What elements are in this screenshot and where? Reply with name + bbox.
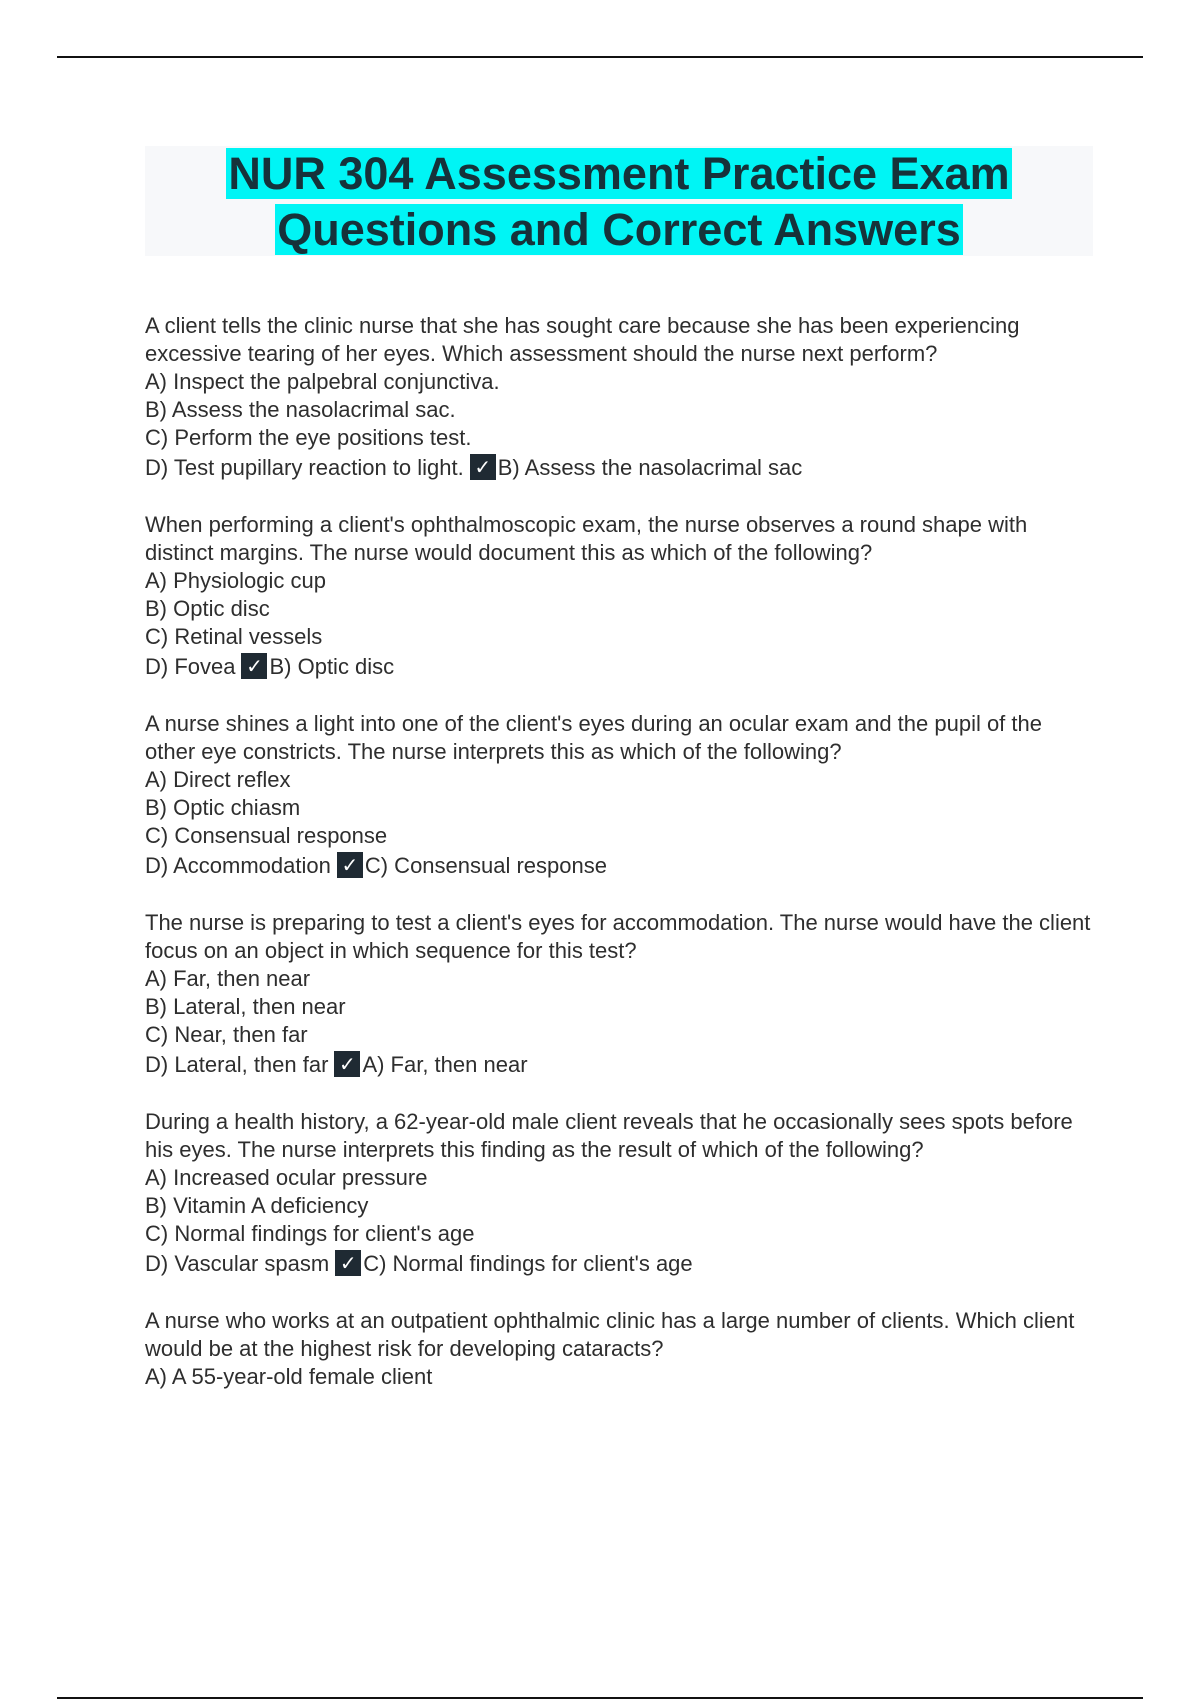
bottom-rule bbox=[57, 1697, 1143, 1699]
question-text: The nurse is preparing to test a client's eyes for accommodation. The nurse would have the client focus on an object in which sequence for this test? bbox=[145, 910, 1091, 963]
option-b: B) Lateral, then near bbox=[145, 994, 346, 1019]
question-list bbox=[145, 312, 1095, 1419]
option-d: D) Fovea bbox=[145, 654, 236, 679]
question-block bbox=[145, 710, 1095, 881]
correct-answer: C) Normal findings for client's age bbox=[363, 1251, 693, 1276]
correct-answer: B) Optic disc bbox=[269, 654, 395, 679]
option-a: A) Direct reflex bbox=[145, 767, 291, 792]
question-text: A nurse shines a light into one of the client's eyes during an ocular exam and the pupil of the other eye constricts. The nurse interprets this as which of the following? bbox=[145, 711, 1042, 764]
option-c: C) Consensual response bbox=[145, 823, 388, 848]
option-d: D) Vascular spasm bbox=[145, 1251, 330, 1276]
question-block bbox=[145, 1307, 1095, 1391]
question-block bbox=[145, 312, 1095, 483]
option-c: C) Perform the eye positions test. bbox=[145, 425, 472, 450]
title-line-1: NUR 304 Assessment Practice Exam bbox=[228, 148, 1010, 199]
correct-answer: A) Far, then near bbox=[362, 1052, 528, 1077]
correct-answer: B) Assess the nasolacrimal sac bbox=[497, 455, 803, 480]
checkmark-box-icon: ✓ bbox=[470, 454, 496, 480]
option-b: B) Optic disc bbox=[145, 596, 270, 621]
checkmark-box-icon: ✓ bbox=[337, 852, 363, 878]
question-block bbox=[145, 511, 1095, 682]
option-d: D) Lateral, then far bbox=[145, 1052, 329, 1077]
option-d-with-answer bbox=[145, 452, 1095, 483]
question-text: A nurse who works at an outpatient ophthalmic clinic has a large number of clients. Which client would be at the highest risk for developing cataracts? bbox=[145, 1308, 1075, 1361]
top-rule bbox=[57, 56, 1143, 58]
option-c: C) Near, then far bbox=[145, 1022, 308, 1047]
option-c: C) Normal findings for client's age bbox=[145, 1221, 475, 1246]
question-text: A client tells the clinic nurse that she has sought care because she has been experiencing excessive tearing of her eyes. Which assessment should the nurse next perform? bbox=[145, 313, 1020, 366]
question-text: During a health history, a 62-year-old male client reveals that he occasionally sees spots before his eyes. The nurse interprets this finding as the result of which of the following? bbox=[145, 1109, 1073, 1162]
option-b: B) Assess the nasolacrimal sac. bbox=[145, 397, 456, 422]
option-d-with-answer bbox=[145, 1049, 1095, 1080]
correct-answer: C) Consensual response bbox=[364, 853, 607, 878]
option-b: B) Vitamin A deficiency bbox=[145, 1193, 369, 1218]
option-c: C) Retinal vessels bbox=[145, 624, 323, 649]
question-text: When performing a client's ophthalmoscopic exam, the nurse observes a round shape with distinct margins. The nurse would document this as which of the following? bbox=[145, 512, 1028, 565]
option-a: A) Increased ocular pressure bbox=[145, 1165, 428, 1190]
title-line-2: Questions and Correct Answers bbox=[277, 204, 961, 255]
option-b: B) Optic chiasm bbox=[145, 795, 301, 820]
question-block bbox=[145, 1108, 1095, 1279]
option-d: D) Test pupillary reaction to light. bbox=[145, 455, 464, 480]
document-title bbox=[145, 146, 1093, 258]
option-d-with-answer bbox=[145, 651, 1095, 682]
option-a: A) A 55-year-old female client bbox=[145, 1364, 433, 1389]
option-d-with-answer bbox=[145, 1248, 1095, 1279]
option-a: A) Inspect the palpebral conjunctiva. bbox=[145, 369, 500, 394]
question-block bbox=[145, 909, 1095, 1080]
option-a: A) Physiologic cup bbox=[145, 568, 326, 593]
option-d-with-answer bbox=[145, 850, 1095, 881]
checkmark-box-icon: ✓ bbox=[241, 653, 267, 679]
checkmark-box-icon: ✓ bbox=[335, 1250, 361, 1276]
checkmark-box-icon: ✓ bbox=[334, 1051, 360, 1077]
option-a: A) Far, then near bbox=[145, 966, 311, 991]
option-d: D) Accommodation bbox=[145, 853, 331, 878]
